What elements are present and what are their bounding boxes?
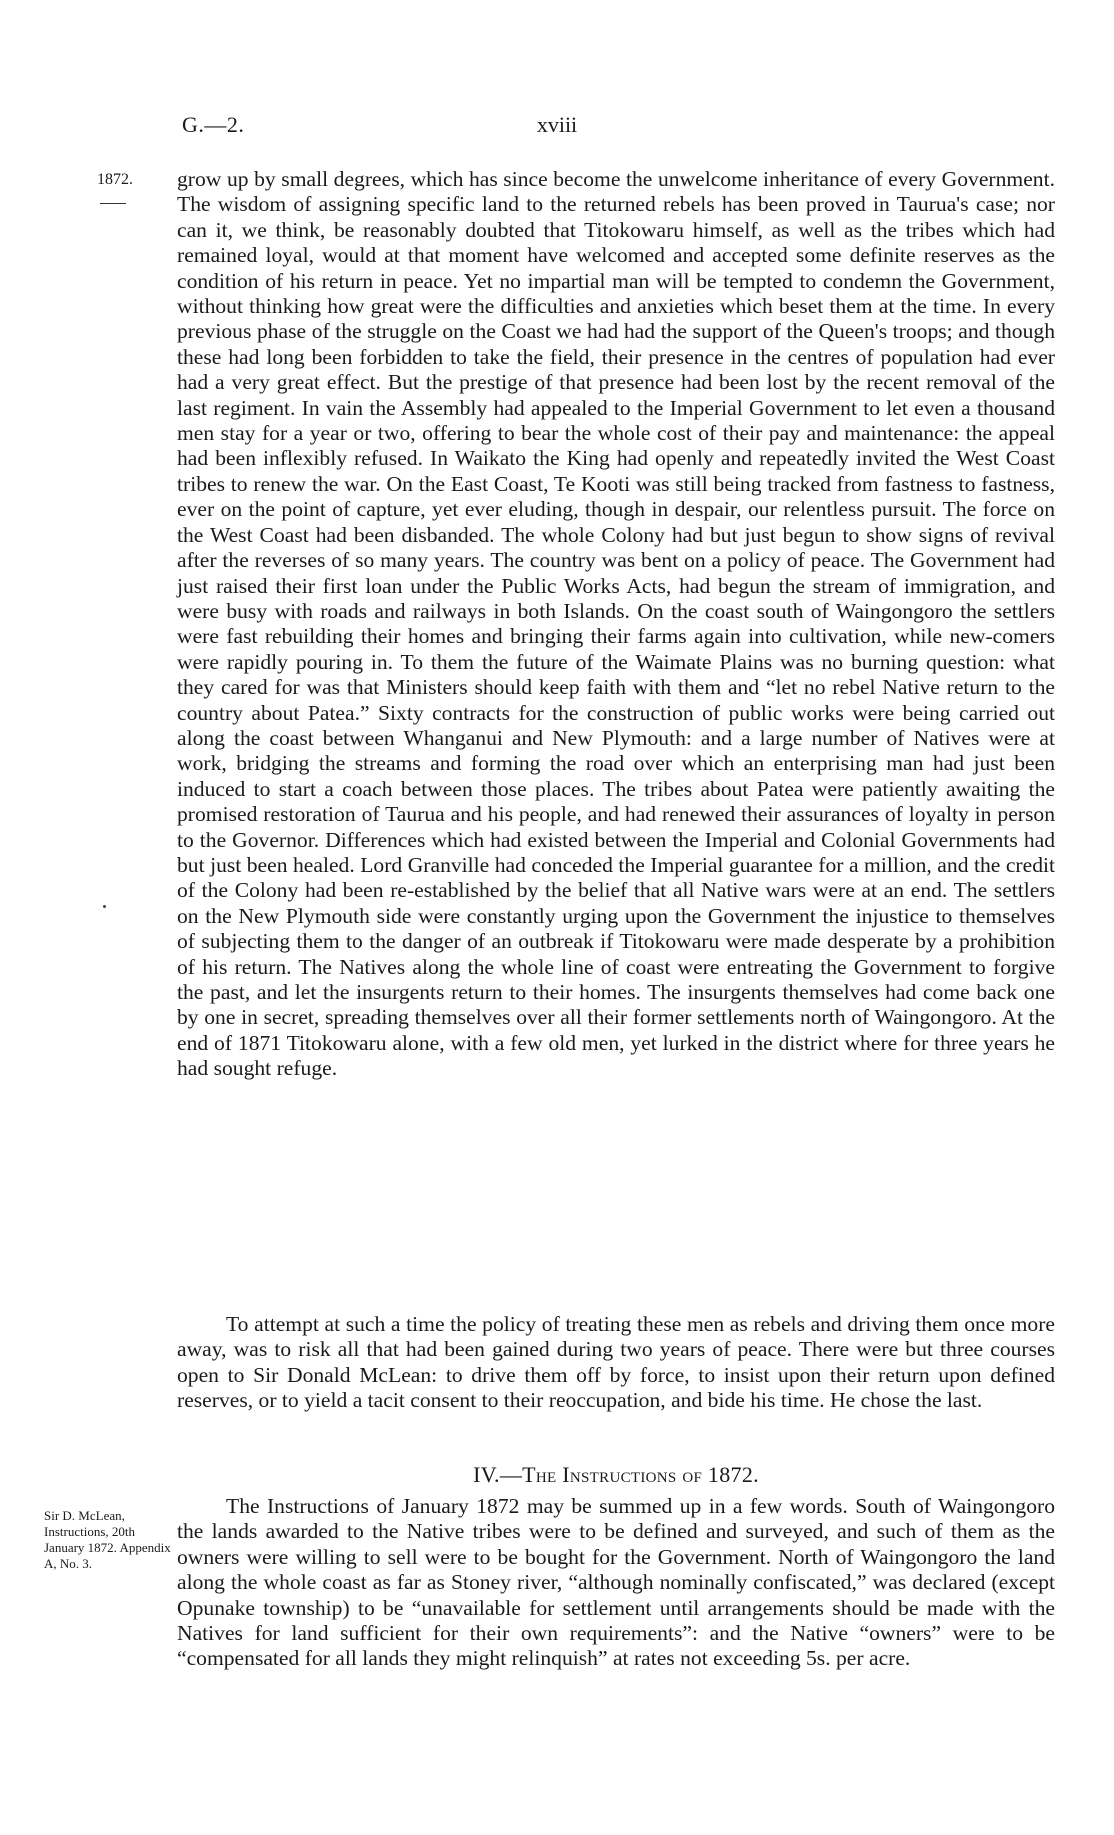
- paragraph-1: grow up by small degrees, which has since become the unwelcome inheritance of every Government. The wisdom of assigning specific land to the returned rebels has been proved in Taurua's case; nor can it, we think, be reasonably doubted that Titokowaru himself, as well as the tribes which had remained loyal, would at that moment have welcomed and accepted some definite reserves as the condition of his return in peace. Yet no impartial man will be tempted to condemn the Government, without thinking how great were the difficulties and anxieties which beset them at the time. In every previous phase of the struggle on the Coast we had had the support of the Queen's troops; and though these had long been forbidden to take the field, their presence in the centres of population had ever had a very great effect. But the prestige of that presence had been lost by the recent removal of the last regiment. In vain the Assembly had appealed to the Imperial Government to let even a thousand men stay for a year or two, offering to bear the whole cost of their pay and maintenance: the appeal had been inflexibly refused. In Waikato the King had openly and repeatedly invited the West Coast tribes to renew the war. On the East Coast, Te Kooti was still being tracked from fastness to fastness, ever on the point of capture, yet ever eluding, though in despair, our relentless pursuit. The force on the West Coast had been disbanded. The whole Colony had but just begun to show signs of revival after the reverses of so many years. The country was bent on a policy of peace. The Government had just raised their first loan under the Public Works Acts, had begun the stream of immigration, and were busy with roads and railways in both Islands. On the coast south of Waingongoro the settlers were fast rebuilding their homes and bringing their farms again into cultivation, while new-comers were rapidly pouring in. To them the future of the Waimate Plains was no burning question: what they cared for was that Ministers should keep faith with them and “let no rebel Native return to the country about Patea.” Sixty contracts for the construction of public works were being carried out along the coast between Whanganui and New Plymouth: and a large number of Natives were at work, bridging the streams and forming the road over which an enterprising man had just been induced to start a coach between those places. The tribes about Patea were patiently awaiting the promised restoration of Taurua and his people, and had renewed their assurances of loyalty in person to the Governor. Differences which had existed between the Imperial and Colonial Governments had but just been healed. Lord Granville had conceded the Imperial guarantee for a million, and the credit of the Colony had been re-established by the belief that all Native wars were at an end. The settlers on the New Plymouth side were constantly urging upon the Government the injustice to themselves of subjecting them to the danger of an outbreak if Titokowaru were made desperate by a prohibition of his return. The Natives along the whole line of coast were entreating the Government to forgive the past, and let the insurgents return to their homes. The insurgents themselves had come back one by one in secret, spreading themselves over all their former settlements north of Waingongoro. At the end of 1871 Titokowaru alone, with a few old men, yet lurked in the district where for three years he had sought refuge.: [177, 167, 1055, 1081]
- page-number: xviii: [536, 112, 578, 137]
- paragraph-3: The Instructions of January 1872 may be summed up in a few words. South of Waingongoro the lands awarded to the Native tribes were to be defined and surveyed, and such of them as the owners were willing to sell were to be bought for the Government. North of Waingongoro the land along the whole coast as far as Stoney river, “although nominally confiscated,” was declared (except Opunake township) to be “unavailable for settlement until arrangements should be made with the Natives for land sufficient for their own requirements”: and the Native “owners” were to be “compensated for all lands they might relinquish” at rates not exceeding 5s. per acre.: [177, 1494, 1055, 1671]
- margin-divider: [100, 203, 126, 204]
- section-heading: [177, 1462, 1055, 1488]
- section-title: The Instructions of 1872.: [522, 1462, 759, 1487]
- page-reference: G.—2.: [182, 112, 245, 137]
- margin-year: 1872.: [97, 171, 133, 188]
- paragraph-2: To attempt at such a time the policy of treating these men as rebels and driving them once more away, was to risk all that had been gained during two years of peace. There were but three courses open to Sir Donald McLean: to drive them off by force, to insist upon their return upon defined reserves, or to yield a tacit consent to their reoccupation, and bide his time. He chose the last.: [177, 1312, 1055, 1413]
- section-numeral: IV.—: [473, 1462, 523, 1487]
- margin-note: Sir D. McLean, Instructions, 20th January 1872. Appendix A, No. 3.: [44, 1508, 171, 1571]
- print-speck: [103, 905, 106, 908]
